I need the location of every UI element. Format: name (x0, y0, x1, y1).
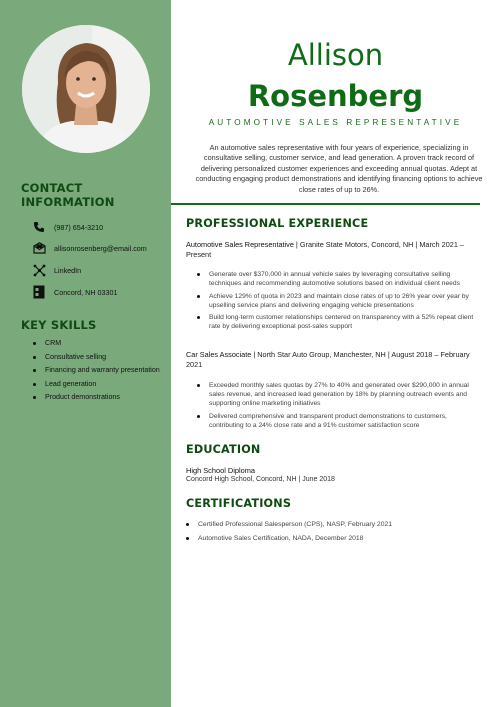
contact-location-text: Concord, NH 03301 (54, 287, 118, 297)
job-2-bullets (197, 381, 477, 433)
contact-location (31, 285, 118, 299)
certification-item: Certified Professional Salesperson (CPS), NASP, February 2021 (186, 520, 476, 529)
education-degree: High School Diploma (186, 466, 256, 475)
job-bullet: Achieve 129% of quota in 2023 and maintain close rates of up to 26% year over year by upselling service plans and delivering engaging vehicle presentations (197, 292, 477, 310)
skills-heading: KEY SKILLS (21, 318, 97, 332)
contact-linkedin-text: LinkedIn (54, 265, 82, 275)
contact-phone-text: (987) 654-3210 (54, 222, 104, 232)
job-2-header (186, 350, 476, 371)
contact-email[interactable] (31, 241, 147, 255)
job-title: AUTOMOTIVE SALES REPRESENTATIVE (208, 118, 463, 127)
skill-item: Financing and warranty presentation (33, 366, 163, 375)
job-1-bullets (197, 270, 477, 335)
skill-item: Lead generation (33, 380, 163, 389)
summary: An automotive sales representative with four years of experience, specializing in consultative selling, customer service, and lead generation. A proven track record of delivering personalized customer experiences and exceeding annual quotas. Adept at conducting engaging product demonstrations and identifying financing options to achieve close rates of up to 26%. (195, 143, 483, 194)
certification-item: Automotive Sales Certification, NADA, December 2018 (186, 534, 476, 543)
job-bullet: Delivered comprehensive and transparent product demonstrations to customers, contributing to a 24% close rate and a 91% customer satisfaction score (197, 412, 477, 430)
skill-item: CRM (33, 339, 163, 348)
certifications-list (186, 520, 476, 548)
job-bullet: Exceeded monthly sales quotas by 27% to 40% and generated over $290,000 in annual sales revenue, and increased lead generation by 18% by planning outreach events and supporting online marketing initiatives (197, 381, 477, 408)
education-heading: EDUCATION (186, 443, 261, 456)
last-name: Rosenberg (247, 79, 424, 113)
header-divider (171, 203, 480, 205)
job-2-title: Car Sales Associate (186, 350, 252, 359)
contact-phone[interactable] (31, 220, 103, 234)
contact-heading: CONTACT INFORMATION (21, 181, 115, 209)
linkedin-icon (31, 263, 47, 277)
education-school: Concord High School, Concord, NH | June 2018 (186, 476, 335, 483)
first-name: Allison (287, 38, 384, 72)
job-1-title: Automotive Sales Representative (186, 240, 294, 249)
experience-heading: PROFESSIONAL EXPERIENCE (186, 217, 369, 230)
profile-photo (22, 25, 150, 153)
contact-linkedin[interactable] (31, 263, 81, 277)
contact-email-text: allisonrosenberg@email.com (54, 243, 147, 253)
job-bullet: Generate over $370,000 in annual vehicle sales by leveraging consultative selling techniques and recommending automotive solutions based on individual client needs (197, 270, 477, 288)
job-bullet: Build long-term customer relationships centered on transparency with a 52% repeat client rate by delivering exceptional post-sales support (197, 313, 477, 331)
skill-item: Product demonstrations (33, 393, 163, 402)
profile-photo-image (22, 25, 150, 153)
phone-icon (31, 220, 47, 234)
job-2-details: | North Star Auto Group, Manchester, NH | August 2018 – February 2021 (186, 350, 470, 370)
email-icon (31, 241, 47, 255)
skills-list (33, 339, 163, 407)
job-1-header (186, 240, 476, 261)
certifications-heading: CERTIFICATIONS (186, 497, 292, 510)
job-1-details: | Granite State Motors, Concord, NH | March 2021 – Present (186, 240, 464, 260)
skill-item: Consultative selling (33, 353, 163, 362)
location-icon (31, 285, 47, 299)
